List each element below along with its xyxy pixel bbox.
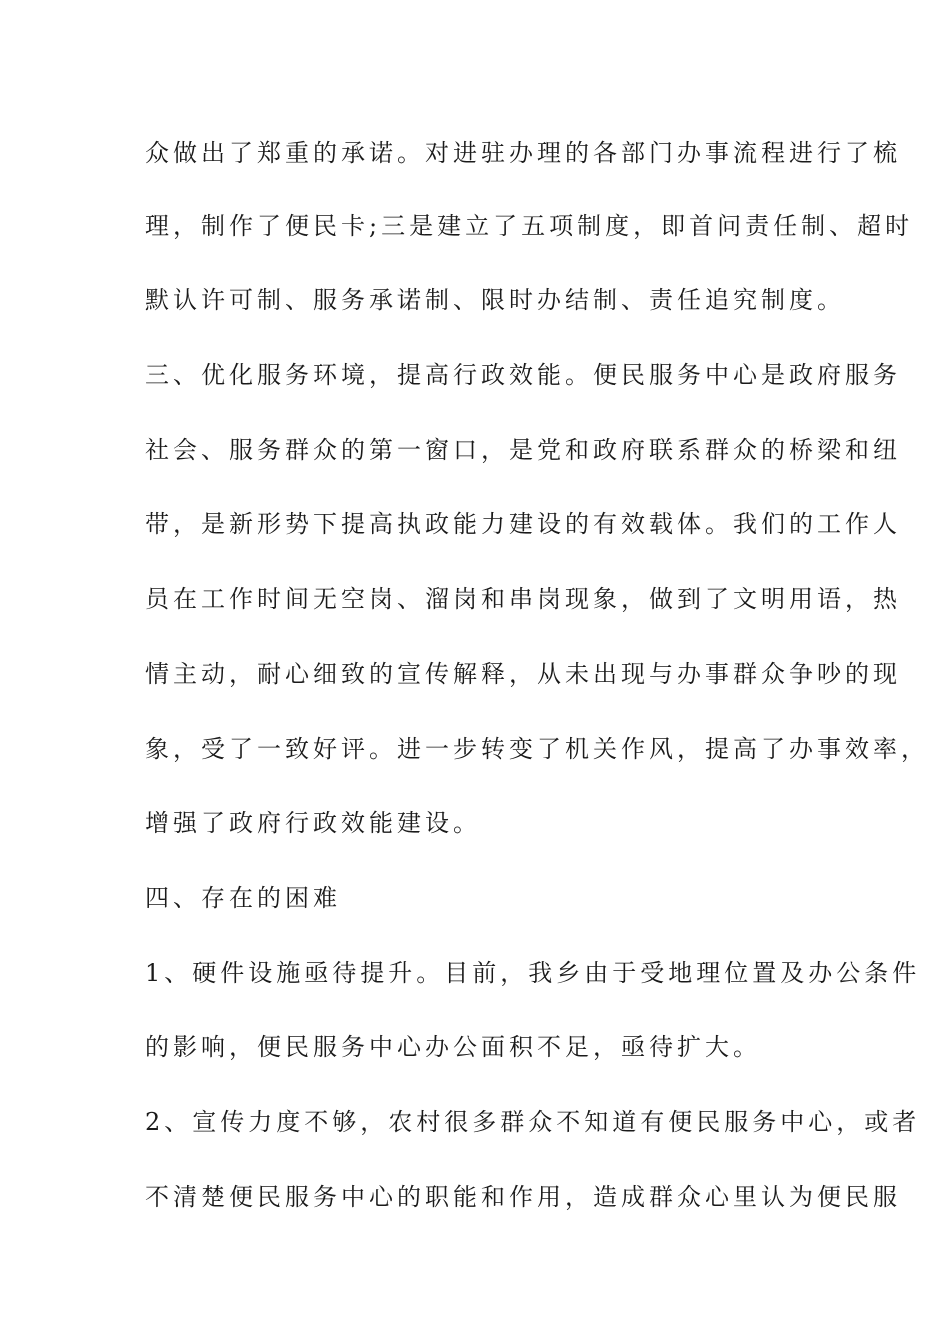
- text-line-1: 众做出了郑重的承诺。对进驻办理的各部门办事流程进行了梳: [145, 139, 901, 167]
- text-line-5: 社会、服务群众的第一窗口，是党和政府联系群众的桥梁和纽: [145, 436, 901, 464]
- text-line-2: 理，制作了便民卡;三是建立了五项制度，即首问责任制、超时: [145, 212, 914, 240]
- section-heading: 四、存在的困难: [145, 884, 341, 912]
- text-line-13: 的影响，便民服务中心办公面积不足，亟待扩大。: [145, 1033, 761, 1061]
- text-line-9: 象，受了一致好评。进一步转变了机关作风，提高了办事效率，: [145, 735, 929, 763]
- text-line-15: 不清楚便民服务中心的职能和作用，造成群众心里认为便民服: [145, 1183, 901, 1211]
- text-line-7: 员在工作时间无空岗、溜岗和串岗现象，做到了文明用语，热: [145, 585, 901, 613]
- text-line-8: 情主动，耐心细致的宣传解释，从未出现与办事群众争吵的现: [145, 660, 901, 688]
- text-line-10: 增强了政府行政效能建设。: [145, 809, 481, 837]
- text-line-6: 带，是新形势下提高执政能力建设的有效载体。我们的工作人: [145, 510, 901, 538]
- text-line-3: 默认许可制、服务承诺制、限时办结制、责任追究制度。: [145, 286, 845, 314]
- text-line-12: 1、硬件设施亟待提升。目前，我乡由于受地理位置及办公条件: [145, 959, 921, 987]
- text-line-4: 三、优化服务环境，提高行政效能。便民服务中心是政府服务: [145, 361, 901, 389]
- text-line-14: 2、宣传力度不够，农村很多群众不知道有便民服务中心，或者: [145, 1108, 921, 1136]
